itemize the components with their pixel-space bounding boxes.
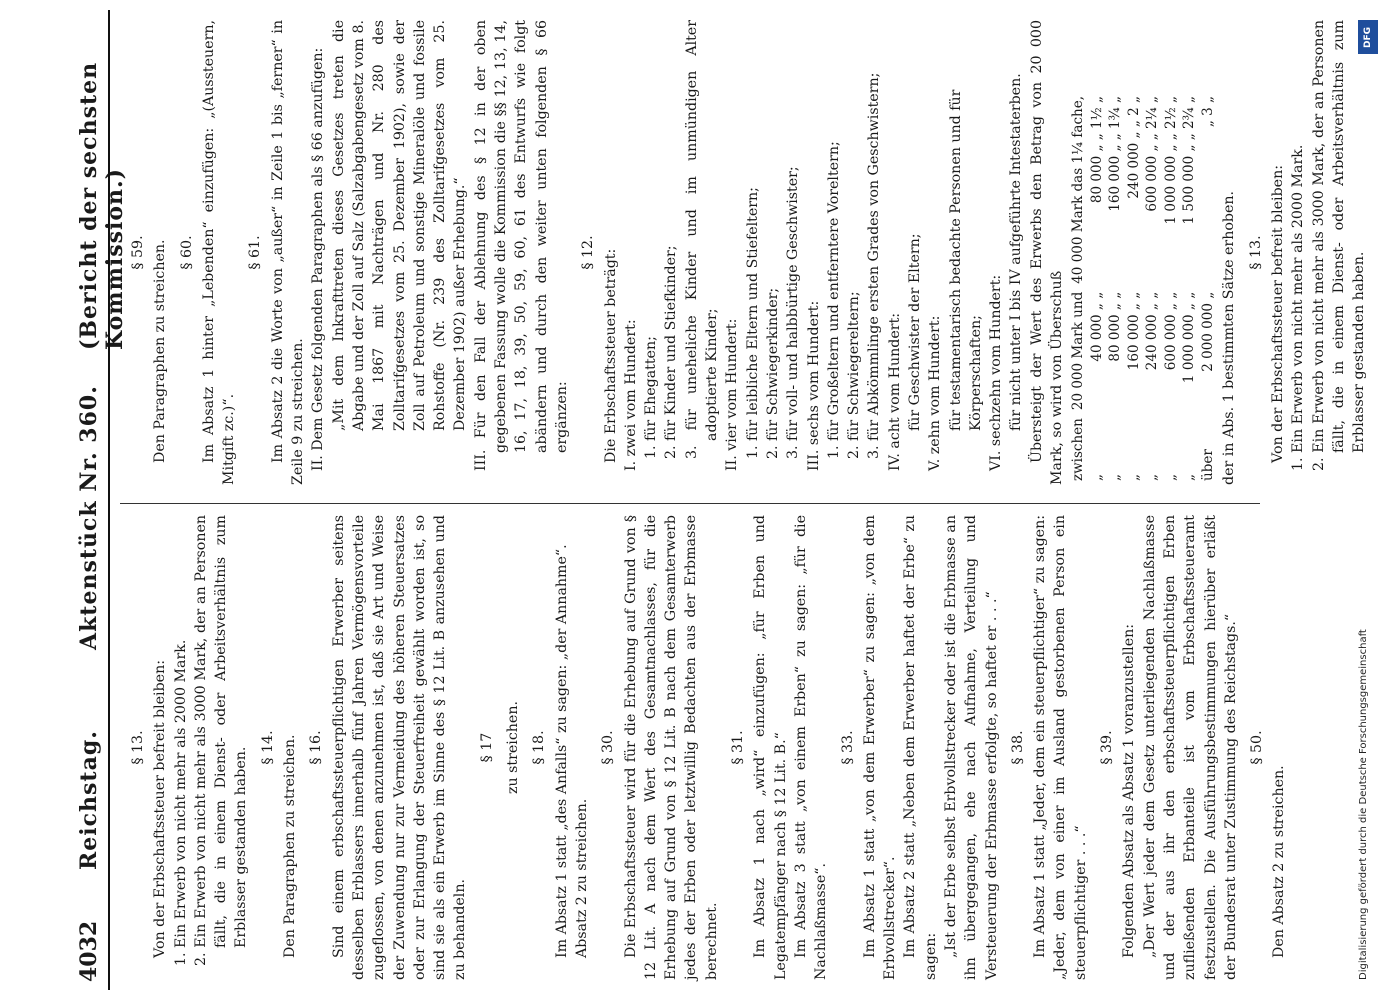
paragraph: „Mit dem Inkrafttreten dieses Gesetzes treten die Abgabe und der Zoll auf Salz (Salzabgabengesetz vom 8. Mai 1867 mit Nachträgen und Nr. 280 des Zolltarifgesetzes vom 25. Dezember 1902), sowie der Zoll auf Petroleum und sonstige Mineralöle und fossile Rohstoffe (Nr. 239 des Zolltarifgesetzes vom 25. Dezember 1902) außer Erhebung.“: [330, 20, 469, 431]
table-row: [1088, 92, 1107, 485]
section-title: § 17: [478, 732, 495, 763]
table-cell: 80 000 „ „ 1½ „: [1088, 96, 1105, 204]
header-reichstag: Reichstag.: [76, 730, 102, 870]
table-cell: 600 000 „ „ 2¼ „: [1144, 96, 1161, 212]
table-cell: 240 000 „ „ 2 „: [1125, 96, 1142, 199]
section-title: § 31.: [730, 730, 747, 765]
table-row: [1162, 92, 1181, 485]
list-item: 2. für Kinder und Stiefkinder;: [663, 245, 680, 459]
table-cell: 160 000 „ „: [1125, 291, 1142, 371]
list-item: 1. Ein Erwerb von nicht mehr als 2000 Mark.: [1290, 144, 1307, 471]
table-cell: zwischen: [1070, 418, 1087, 481]
column-divider: [120, 503, 1260, 504]
list-item: III. Für den Fall der Ablehnung des § 12 in der oben gegebenen Fassung wolle die Kommission die §§ 12, 13, 14, 16, 17, 18, 39, 50, 59, 60, 61 des Entwurfs wie folgt abändern und durch den weiter unten folgenden § 66 ergänzen:: [472, 20, 570, 471]
paragraph: Folgenden Absatz als Absatz 1 voranzustellen:: [1121, 623, 1138, 958]
table-cell: „: [1088, 474, 1105, 481]
paragraph: Im Absatz 1 hinter „Lebenden“ einzufügen: „(Aussteuern, Mitgift zc.)“.: [200, 20, 238, 485]
list-item: für Geschwister der Eltern;: [906, 233, 923, 431]
paragraph: Den Paragraphen zu streichen.: [152, 239, 169, 463]
list-item: 2. Ein Erwerb von nicht mehr als 3000 Mark, der an Personen fällt, die in einem Dienst- oder Arbeitsverhältnis zum Erblasser gestanden haben.: [192, 515, 250, 966]
paragraph: Den Paragraphen zu streichen.: [282, 734, 299, 958]
list-item: I. zwei vom Hundert:: [622, 319, 639, 471]
list-item: 3. für uneheliche Kinder und im unmündigen Alter adoptierte Kinder;: [683, 20, 721, 459]
header-rule: [108, 10, 110, 990]
section-title: § 60.: [178, 235, 195, 270]
list-item: 3. für voll- und halbbürtige Geschwister;: [785, 166, 802, 459]
paragraph: zu streichen.: [505, 701, 522, 794]
table-cell: 1 000 000 „ „ 2½ „: [1162, 96, 1179, 225]
left-column: [122, 515, 1290, 980]
section-title: § 61.: [247, 235, 264, 270]
rates-table: [1069, 92, 1217, 485]
paragraph: Die Erbschaftssteuer wird für die Erhebung auf Grund von § 12 Lit. A nach dem Wert des Gesamtnachlasses, für die Erhebung auf Grund von § 12 Lit. B nach dem Gesamterwerb jedes der Erben oder letztwillig Bedachten aus der Erbmasse berechnet.: [622, 515, 720, 980]
paragraph: Im Absatz 1 statt „des Anfalls“ zu sagen: „der Annahme“.: [553, 544, 570, 958]
table-row: [1069, 92, 1088, 485]
list-item: V. zehn vom Hundert:: [927, 315, 944, 471]
header-bericht: (Bericht der sechsten Kommission.): [76, 61, 128, 350]
paragraph: „Ist der Erbe selbst Erbvollstrecker oder ist die Erbmasse an ihn übergegangen, ehe nach Aufnahme, Verteilung und Versteuerung der Erbmasse erfolgte, so haftet er . . .“: [942, 515, 1000, 980]
table-cell: 160 000 „ „ 1¾ „: [1107, 96, 1124, 212]
section-title: § 16.: [308, 730, 325, 765]
list-item: 2. für Schwiegereltern;: [846, 291, 863, 459]
section-title: § 30.: [600, 730, 617, 765]
paragraph: Den Absatz 2 zu streichen.: [1271, 765, 1288, 958]
paragraph: Absatz 2 zu streichen.: [573, 798, 590, 958]
paragraph: Von der Erbschaftssteuer befreit bleiben:: [152, 660, 169, 958]
table-row: [1125, 92, 1144, 485]
table-cell: 240 000 „ „: [1144, 291, 1161, 371]
section-title: § 39.: [1099, 730, 1116, 765]
list-item: für nicht unter I bis IV aufgeführte Intestaterben.: [1008, 73, 1025, 431]
table-row: [1106, 92, 1125, 485]
paragraph: der in Abs. 1 bestimmten Sätze erhoben.: [1221, 190, 1238, 485]
header-aktenstueck: Aktenstück Nr. 360.: [76, 385, 102, 650]
table-cell: 2 000 000 „: [1199, 291, 1216, 372]
table-cell: 1 500 000 „ „ 2¾ „: [1181, 96, 1198, 225]
paragraph: Im Absatz 1 statt „Jeder, dem ein steuerpflichtiger“ zu sagen: „Jeder, dem von einer im Ausland gestorbenen Person ein steuerpflichtiger . . .“: [1032, 515, 1089, 980]
table-cell: „: [1181, 474, 1198, 481]
paragraph: Im Absatz 2 statt „Neben dem Erwerber haftet der Erbe“ zu sagen:: [902, 515, 939, 980]
section-title: § 12.: [580, 235, 597, 270]
table-row: [1143, 92, 1162, 485]
digitization-sidebar: [1356, 20, 1380, 980]
table-cell: über: [1199, 449, 1216, 481]
table-cell: „: [1107, 474, 1124, 481]
list-item: 2. Ein Erwerb von nicht mehr als 3000 Mark, der an Personen fällt, die in einem Dienst- oder Arbeitsverhältnis zum Erblasser gestanden haben.: [1310, 20, 1368, 471]
paragraph: Die Erbschaftssteuer beträgt:: [602, 248, 619, 463]
section-title: § 50.: [1249, 730, 1266, 765]
right-column: [122, 20, 1369, 485]
list-item: 2. für Schwiegerkinder;: [764, 287, 781, 459]
paragraph: Übersteigt der Wert des Erwerbs den Betrag von 20 000 Mark, so wird von Überschuß: [1028, 20, 1066, 485]
digitization-notice: Digitalisierung gefördert durch die Deutsche Forschungsgemeinschaft: [1358, 629, 1369, 980]
table-cell: 40 000 Mark das 1¼ fache,: [1070, 96, 1087, 284]
table-cell: „ 3 „: [1199, 96, 1216, 128]
table-cell: 600 000 „ „: [1162, 291, 1179, 371]
dfg-logo: DFG: [1358, 20, 1378, 54]
section-title: § 59.: [130, 235, 146, 270]
section-title: § 38.: [1009, 730, 1026, 765]
section-title: § 33.: [839, 730, 856, 765]
paragraph: „Der Wert jeder dem Gesetz unterliegenden Nachlaßmasse und der aus ihr den erbschaftssteuerpflichtigen Erben zufließenden Erbanteile ist vom Erbschaftssteueramt festzustellen. Die Ausführungsbestimmungen hierüber erläßt der Bundesrat unter Zustimmung des Reichstags.“: [1141, 515, 1239, 980]
paragraph: Sind einem erbschaftssteuerpflichtigen Erwerber seitens desselben Erblassers innerhalb fünf Jahren Vermögensvorteile zugeflossen, von denen anzunehmen ist, daß sie Art und Weise der Zuwendung nur zur Vermeidung des höheren Steuersatzes oder zur Erlangung der Steuerfreiheit gewählt worden ist, so sind sie als ein Erwerb im Sinne des § 12 Lit. B anzusehen und zu behandeln.: [330, 515, 469, 980]
list-item: IV. acht vom Hundert:: [886, 312, 903, 471]
section-title: § 13.: [130, 730, 146, 765]
paragraph: Von der Erbschaftssteuer befreit bleiben:: [1269, 165, 1286, 463]
list-item: II. Dem Gesetz folgenden Paragraphen als § 66 anzufügen:: [310, 47, 327, 471]
paragraph: Im Absatz 2 die Worte von „außer“ in Zeile 1 bis „ferner“ in Zeile 9 zu streichen.: [269, 20, 307, 485]
table-cell: 40 000 „ „: [1088, 291, 1105, 362]
section-title: § 14.: [259, 730, 276, 765]
list-item: II. vier vom Hundert:: [724, 318, 741, 471]
table-cell: „: [1144, 474, 1161, 481]
list-item: III. sechs vom Hundert:: [805, 300, 822, 471]
table-cell: „: [1162, 474, 1179, 481]
list-item: 1. für leibliche Eltern und Stiefeltern;: [744, 187, 761, 459]
table-cell: 20 000 Mark und: [1070, 291, 1087, 411]
table-cell: 1 000 000 „ „: [1181, 291, 1198, 384]
table-row: [1180, 92, 1199, 485]
table-row: [1199, 92, 1218, 485]
list-item: 1. für Großeltern und entferntere Voreltern;: [825, 141, 842, 459]
paragraph: Im Absatz 1 statt „von dem Erwerber“ zu sagen: „von dem Erbvollstrecker“.: [861, 515, 899, 980]
page-header: [68, 10, 128, 990]
list-item: VI. sechzehn vom Hundert:: [988, 274, 1005, 471]
list-item: 1. Ein Erwerb von nicht mehr als 2000 Mark.: [172, 639, 189, 966]
list-item: 3. für Abkömmlinge ersten Grades von Geschwistern;: [866, 72, 883, 459]
list-item: 1. für Ehegatten;: [643, 336, 660, 459]
table-cell: „: [1125, 474, 1142, 481]
paragraph: Im Absatz 3 statt „von einem Erben“ zu sagen: „für die Nachlaßmasse“.: [792, 515, 830, 980]
page-number: 4032: [76, 920, 102, 982]
paragraph: Im Absatz 1 nach „wird“ einzufügen: „für Erben und Legatempfänger nach § 12 Lit. B.“: [752, 515, 789, 980]
section-title: § 13.: [1247, 235, 1264, 270]
section-title: § 18.: [531, 730, 548, 765]
list-item: für testamentarisch bedachte Personen und für Körperschaften;: [947, 89, 984, 431]
table-cell: 80 000 „ „: [1107, 291, 1124, 362]
